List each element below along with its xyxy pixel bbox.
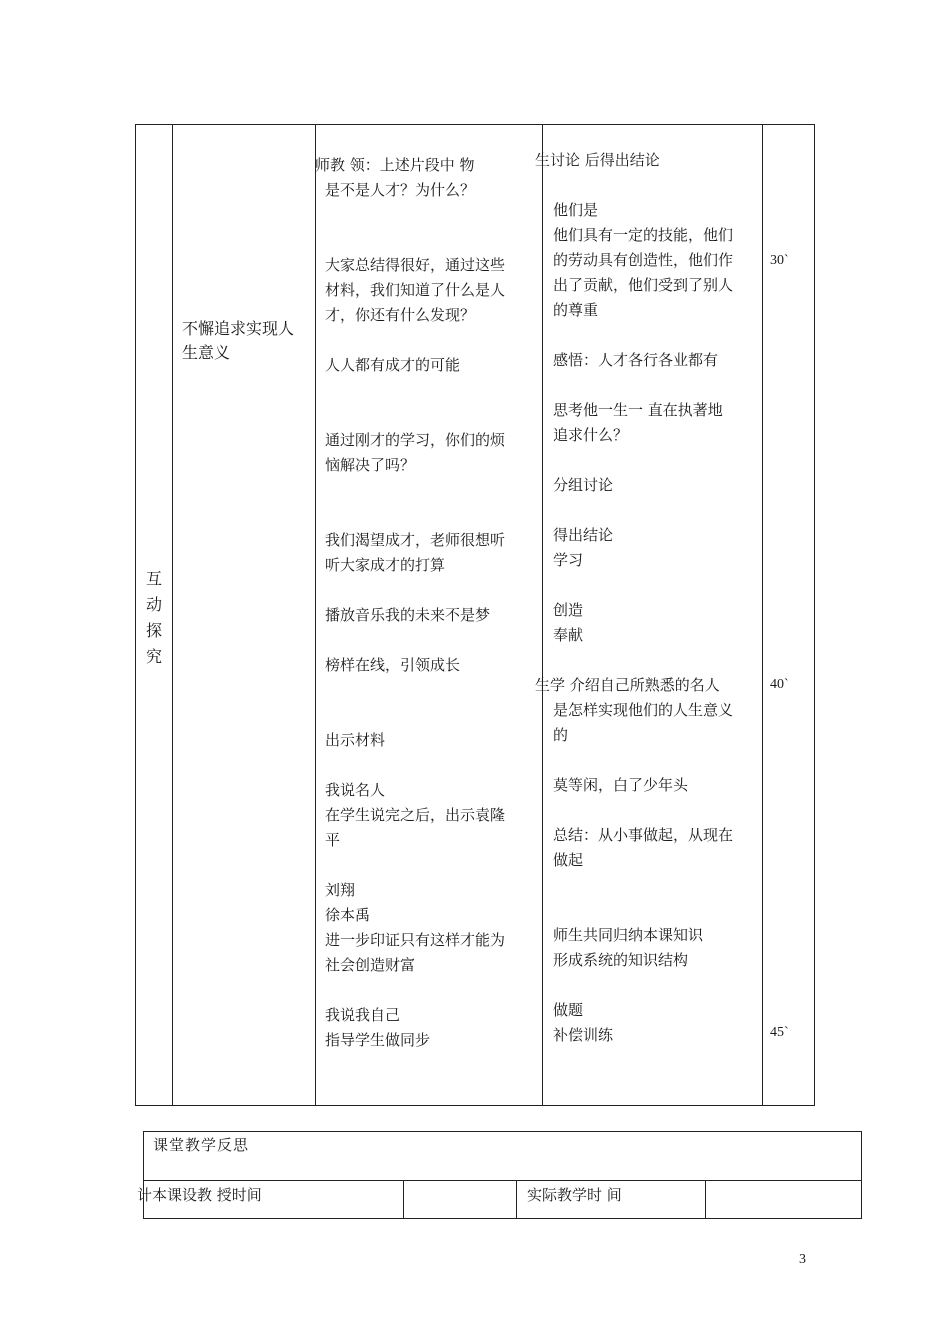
footer-table-right-border [861, 1131, 862, 1219]
actual-time-label: 实际教学时 间 [527, 1186, 622, 1204]
teacher-text-line: 刘翔 [325, 881, 356, 899]
teacher-text-line: 大家总结得很好，通过这些 [325, 256, 506, 274]
footer-table-mid-border [143, 1180, 862, 1181]
student-text-line: 补偿训练 [553, 1026, 614, 1044]
page-number: 3 [799, 1252, 806, 1267]
section-label-char: 互 [145, 569, 162, 588]
section-label-char: 究 [145, 647, 162, 666]
topic-cell [182, 317, 294, 365]
teacher-text-line: 人人都有成才的可能 [325, 356, 461, 374]
student-text-line: 生讨论 后得出结论 [535, 151, 660, 169]
teacher-text-line: 徐本禹 [325, 906, 371, 924]
student-text-line: 做题 [553, 1001, 584, 1019]
main-table-bottom-border [135, 1105, 815, 1106]
main-table-col-divider-1 [172, 124, 173, 1106]
teacher-text-line: 我说名人 [325, 781, 386, 799]
student-text-line: 感悟：人才各行各业都有 [553, 351, 719, 369]
topic-line: 生意义 [182, 343, 231, 362]
student-text-line: 学习 [553, 551, 584, 569]
main-table-col-divider-3 [542, 124, 543, 1106]
teacher-text-line: 平 [325, 831, 341, 849]
teacher-text-line: 通过刚才的学习，你们的烦 [325, 431, 506, 449]
section-label [140, 566, 168, 670]
footer-table-divider-1 [403, 1180, 404, 1219]
student-text-line: 总结：从小事做起，从现在 [553, 826, 734, 844]
main-table-col-divider-4 [762, 124, 763, 1106]
student-text-line: 形成系统的知识结构 [553, 951, 689, 969]
main-table-top-border [135, 124, 815, 125]
main-table-col-divider-2 [315, 124, 316, 1106]
student-text-line: 是怎样实现他们的人生意义 [553, 701, 734, 719]
teacher-text-line: 才，你还有什么发现？ [325, 306, 476, 324]
footer-table-top-border [143, 1131, 862, 1132]
teacher-text-line: 进一步印证只有这样才能为 [325, 931, 506, 949]
footer-table-bottom-border [143, 1218, 862, 1219]
teacher-text-line: 师教 领：上述片段中 物 [315, 156, 475, 174]
student-text-line: 追求什么？ [553, 426, 629, 444]
footer-table-divider-3 [705, 1180, 706, 1219]
student-text-line: 做起 [553, 851, 584, 869]
student-text-line: 创造 [553, 601, 584, 619]
teacher-text-line: 指导学生做同步 [325, 1031, 431, 1049]
student-text-line: 的尊重 [553, 301, 599, 319]
planned-time-label: 计本课设教 授时间 [137, 1186, 262, 1204]
reflection-label: 课堂教学反思 [153, 1136, 250, 1154]
teacher-text-line: 播放音乐我的未来不是梦 [325, 606, 491, 624]
student-text-line: 分组讨论 [553, 476, 614, 494]
time-value: 30` [770, 253, 789, 268]
time-value: 40` [770, 677, 789, 692]
time-value: 45` [770, 1025, 789, 1040]
student-text-line: 思考他一生一 直在执著地 [553, 401, 723, 419]
student-text-line: 的 [553, 726, 569, 744]
teacher-text-line: 社会创造财富 [325, 956, 416, 974]
teacher-text-line: 在学生说完之后，出示袁隆 [325, 806, 506, 824]
teacher-text-line: 出示材料 [325, 731, 386, 749]
student-text-line: 奉献 [553, 626, 584, 644]
student-text-line: 生学 介绍自己所熟悉的名人 [535, 676, 720, 694]
student-text-line: 他们具有一定的技能，他们 [553, 226, 734, 244]
teacher-text-line: 榜样在线，引领成长 [325, 656, 461, 674]
section-label-char: 动 [145, 595, 162, 614]
teacher-text-line: 听大家成才的打算 [325, 556, 446, 574]
main-table-right-border [814, 124, 815, 1106]
teacher-text-line: 我说我自己 [325, 1006, 401, 1024]
section-label-char: 探 [145, 621, 162, 640]
student-text-line: 他们是 [553, 201, 599, 219]
teacher-text-line: 是不是人才？为什么？ [325, 181, 476, 199]
topic-line: 不懈追求实现人 [182, 319, 295, 338]
main-table-left-border [135, 124, 136, 1106]
student-text-line: 师生共同归纳本课知识 [553, 926, 704, 944]
student-text-line: 得出结论 [553, 526, 614, 544]
student-text-line: 的劳动具有创造性，他们作 [553, 251, 734, 269]
footer-table-divider-2 [516, 1180, 517, 1219]
teacher-text-line: 材料，我们知道了什么是人 [325, 281, 506, 299]
student-text-line: 出了贡献，他们受到了别人 [553, 276, 734, 294]
teacher-text-line: 我们渴望成才，老师很想听 [325, 531, 506, 549]
teacher-text-line: 恼解决了吗？ [325, 456, 416, 474]
student-text-line: 莫等闲，白了少年头 [553, 776, 689, 794]
